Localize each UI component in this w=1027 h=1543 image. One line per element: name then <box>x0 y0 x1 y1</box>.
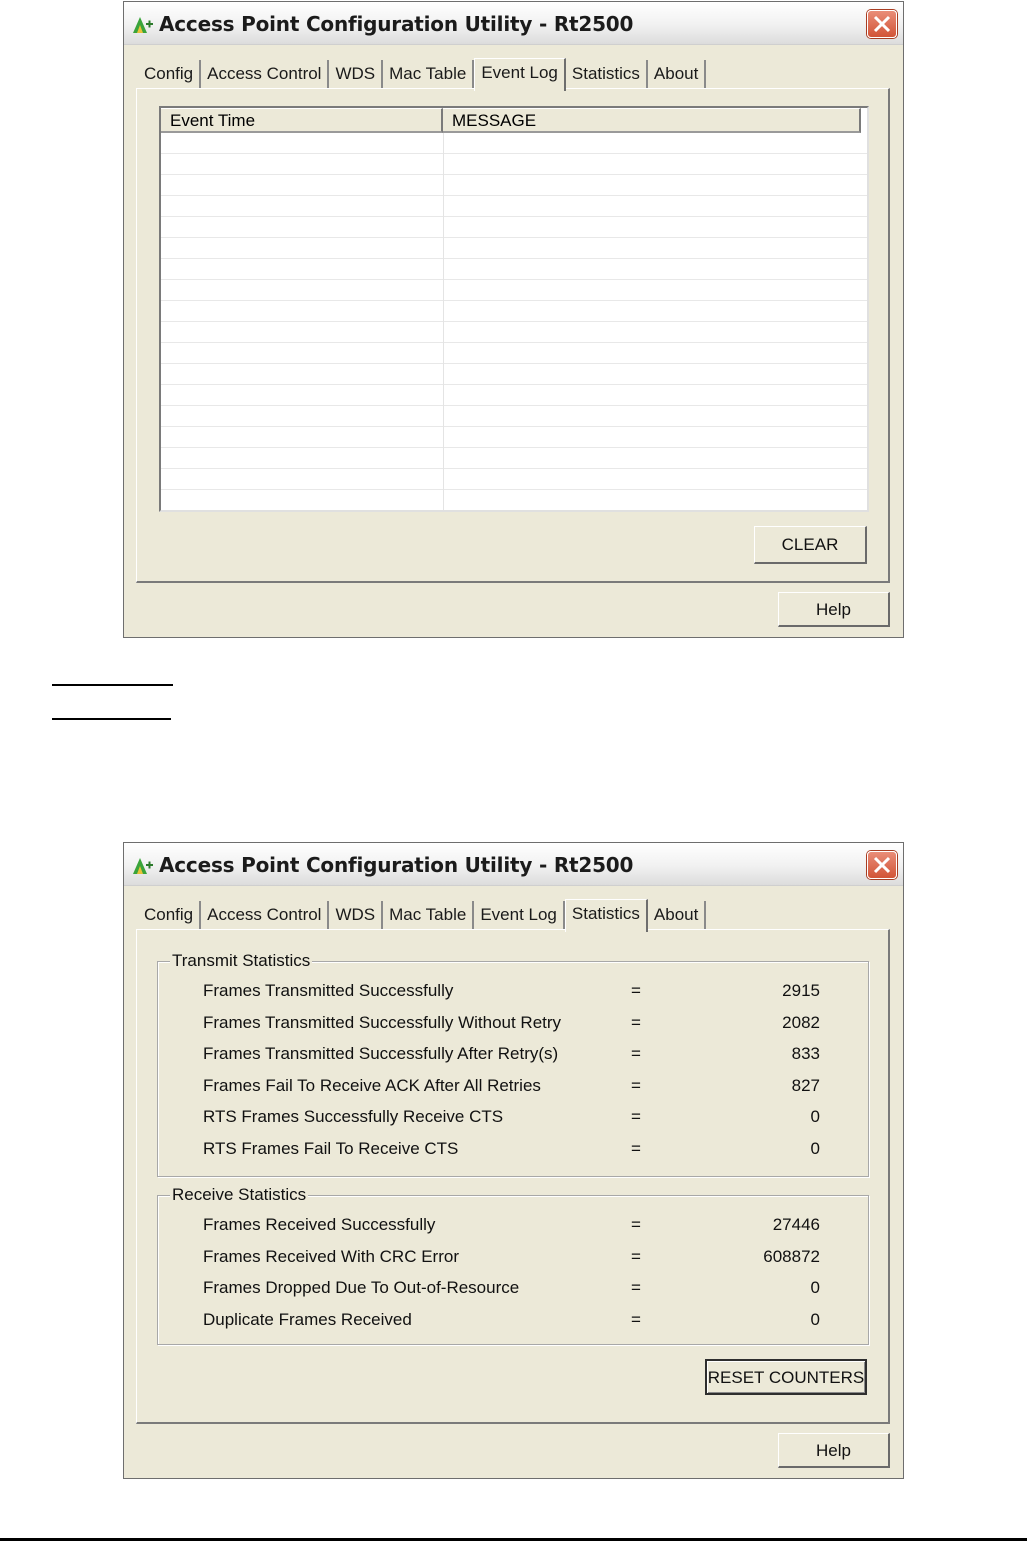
list-item[interactable] <box>161 406 867 427</box>
stat-label: RTS Frames Fail To Receive CTS <box>203 1138 459 1158</box>
underline-rule <box>52 718 171 720</box>
tab-about[interactable]: About <box>648 901 706 930</box>
event-log-panel <box>136 88 890 583</box>
page-rule <box>0 1538 1027 1541</box>
stat-equals: = <box>631 981 641 1000</box>
access-point-icon <box>132 14 154 34</box>
transmit-statistics-group <box>157 951 869 1177</box>
stat-row <box>158 1076 868 1098</box>
receive-statistics-group <box>157 1185 869 1345</box>
stat-label: Frames Received Successfully <box>203 1215 436 1234</box>
stat-row <box>158 1247 868 1269</box>
close-icon <box>873 856 891 874</box>
tab-strip <box>138 57 706 89</box>
tab-access-control[interactable]: Access Control <box>201 60 329 89</box>
stat-row <box>158 1278 868 1300</box>
stat-value: 27446 <box>772 1215 820 1234</box>
tab-strip <box>138 898 706 930</box>
list-item[interactable] <box>161 469 867 490</box>
list-item[interactable] <box>161 238 867 259</box>
stat-row <box>158 981 868 1003</box>
stat-equals: = <box>631 1246 641 1266</box>
tab-config[interactable]: Config <box>138 60 201 89</box>
window-title: Access Point Configuration Utility - Rt2500 <box>159 853 634 877</box>
stat-value: 2915 <box>782 981 820 1000</box>
window-title: Access Point Configuration Utility - Rt2500 <box>159 12 634 36</box>
list-item[interactable] <box>161 364 867 385</box>
stat-label: Duplicate Frames Received <box>203 1309 412 1329</box>
stat-row <box>158 1013 868 1035</box>
stat-equals: = <box>631 1044 641 1063</box>
title-bar[interactable] <box>124 2 903 45</box>
close-button[interactable] <box>867 10 897 38</box>
statistics-panel <box>136 929 890 1424</box>
group-title: Transmit Statistics <box>172 951 311 970</box>
close-icon <box>873 15 891 33</box>
title-bar[interactable] <box>124 843 903 886</box>
list-item[interactable] <box>161 343 867 364</box>
stat-value: 0 <box>810 1278 820 1297</box>
tab-mac-table[interactable]: Mac Table <box>383 901 474 930</box>
list-header <box>161 108 867 133</box>
tab-statistics[interactable]: Statistics <box>565 899 648 932</box>
stat-label: Frames Transmitted Successfully Without Retry <box>203 1012 562 1032</box>
stat-label: Frames Dropped Due To Out-of-Resource <box>203 1278 520 1297</box>
stat-equals: = <box>631 1309 641 1329</box>
group-title: Receive Statistics <box>172 1185 307 1204</box>
tab-access-control[interactable]: Access Control <box>201 901 329 930</box>
list-item[interactable] <box>161 427 867 448</box>
list-item[interactable] <box>161 175 867 196</box>
list-item[interactable] <box>161 385 867 406</box>
list-item[interactable] <box>161 280 867 301</box>
underline-rule <box>52 684 173 686</box>
column-divider <box>443 133 444 512</box>
list-item[interactable] <box>161 301 867 322</box>
stat-value: 833 <box>791 1044 820 1063</box>
stat-equals: = <box>631 1107 641 1126</box>
stat-equals: = <box>631 1215 641 1234</box>
list-item[interactable] <box>161 490 867 511</box>
tab-event-log[interactable]: Event Log <box>474 901 565 930</box>
stat-label: Frames Fail To Receive ACK After All Retries <box>203 1075 541 1095</box>
stat-equals: = <box>631 1012 641 1032</box>
statistics-window <box>123 842 904 1479</box>
access-point-icon <box>132 855 154 875</box>
tab-wds[interactable]: WDS <box>329 60 383 89</box>
stat-row <box>158 1139 868 1161</box>
list-item[interactable] <box>161 196 867 217</box>
list-item[interactable] <box>161 322 867 343</box>
stat-equals: = <box>631 1278 641 1297</box>
list-item[interactable] <box>161 217 867 238</box>
stat-value: 827 <box>791 1075 820 1095</box>
list-rows <box>161 133 867 511</box>
list-item[interactable] <box>161 133 867 154</box>
tab-statistics[interactable]: Statistics <box>566 60 648 89</box>
event-log-window <box>123 1 904 638</box>
event-log-list[interactable] <box>159 106 869 512</box>
help-button[interactable]: Help <box>778 592 890 627</box>
clear-button[interactable]: CLEAR <box>754 526 867 564</box>
stat-label: Frames Received With CRC Error <box>203 1246 459 1266</box>
stat-row <box>158 1044 868 1066</box>
tab-about[interactable]: About <box>648 60 706 89</box>
stat-value: 0 <box>810 1138 820 1158</box>
stat-label: RTS Frames Successfully Receive CTS <box>203 1107 504 1126</box>
stat-value: 0 <box>810 1107 820 1126</box>
stat-row <box>158 1310 868 1332</box>
stat-label: Frames Transmitted Successfully After Retry(s) <box>203 1044 559 1063</box>
stat-equals: = <box>631 1075 641 1095</box>
column-header-message[interactable]: MESSAGE <box>443 108 861 133</box>
list-item[interactable] <box>161 448 867 469</box>
tab-wds[interactable]: WDS <box>329 901 383 930</box>
help-button[interactable]: Help <box>778 1433 890 1468</box>
reset-counters-button[interactable]: RESET COUNTERS <box>705 1359 867 1395</box>
tab-mac-table[interactable]: Mac Table <box>383 60 474 89</box>
stat-label: Frames Transmitted Successfully <box>203 981 454 1000</box>
list-item[interactable] <box>161 259 867 280</box>
column-header-event-time[interactable]: Event Time <box>161 108 443 133</box>
stat-value: 0 <box>810 1309 820 1329</box>
tab-config[interactable]: Config <box>138 901 201 930</box>
tab-event-log[interactable]: Event Log <box>474 58 566 91</box>
stat-row <box>158 1215 868 1237</box>
close-button[interactable] <box>867 851 897 879</box>
list-item[interactable] <box>161 154 867 175</box>
stat-equals: = <box>631 1138 641 1158</box>
stat-row <box>158 1107 868 1129</box>
stat-value: 608872 <box>763 1246 820 1266</box>
stat-value: 2082 <box>782 1012 820 1032</box>
